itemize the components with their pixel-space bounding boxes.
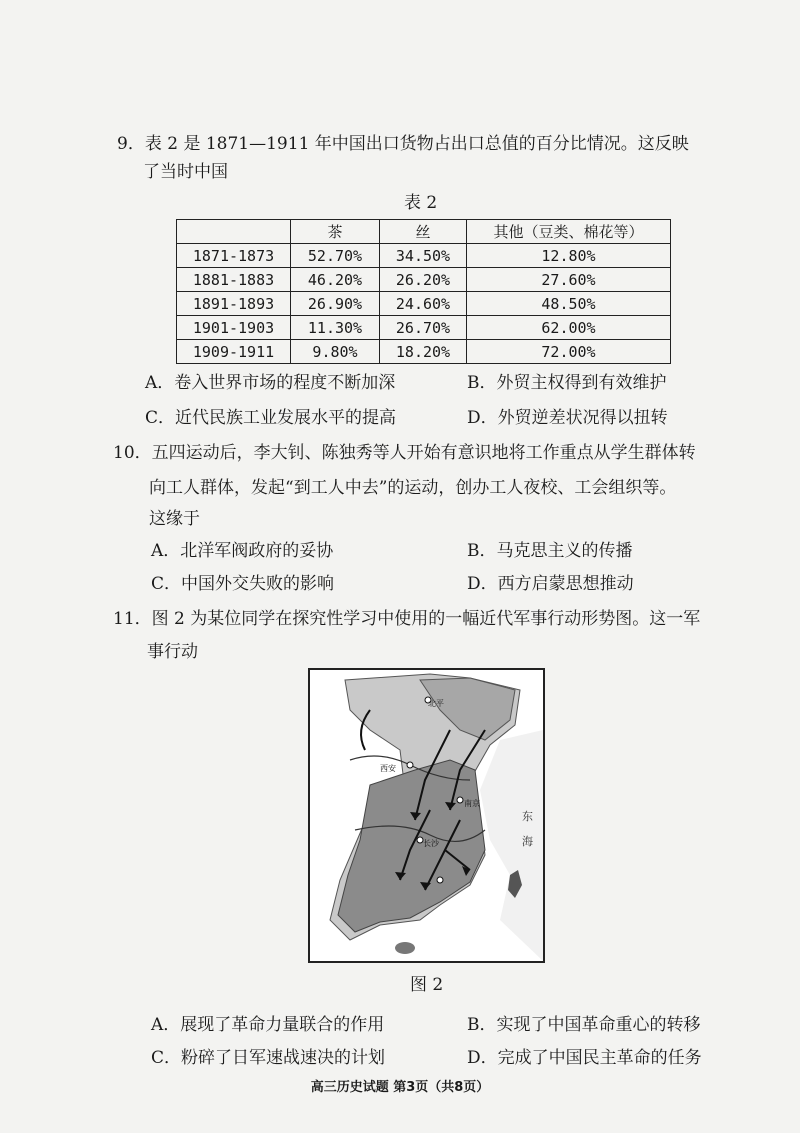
table-cell: 72.00% <box>467 340 671 364</box>
q10-number: 10． <box>113 443 152 463</box>
table-header-cell: 其他（豆类、棉花等） <box>467 220 671 244</box>
map-label: 长沙 <box>423 839 439 848</box>
q11-option-c[interactable]: C．粉碎了日军速战速决的计划 <box>151 1048 386 1068</box>
q9-option-a[interactable]: A．卷入世界市场的程度不断加深 <box>145 373 396 393</box>
export-table <box>176 219 671 364</box>
q11-stem-line1: 11．图 2 为某位同学在探究性学习中使用的一幅近代军事行动形势图。这一军 <box>113 609 701 629</box>
map-label: 海 <box>522 835 533 848</box>
table-cell: 1901-1903 <box>177 316 291 340</box>
table-cell: 27.60% <box>467 268 671 292</box>
q10-stem-line1: 10．五四运动后，李大钊、陈独秀等人开始有意识地将工作重点从学生群体转 <box>113 443 696 463</box>
table-cell: 12.80% <box>467 244 671 268</box>
q10-stem-line2: 向工人群体，发起“到工人中去”的运动，创办工人夜校、工会组织等。 <box>149 478 677 498</box>
table-cell: 26.20% <box>380 268 467 292</box>
q10-option-c[interactable]: C．中国外交失败的影响 <box>151 574 335 594</box>
table-cell: 26.90% <box>291 292 380 316</box>
table-cell: 52.70% <box>291 244 380 268</box>
table-cell: 1881-1883 <box>177 268 291 292</box>
q10-option-d[interactable]: D．西方启蒙思想推动 <box>467 574 634 594</box>
table-header-row <box>177 220 671 244</box>
map-label: 南京 <box>464 799 480 808</box>
table-row <box>177 244 671 268</box>
table-cell: 1891-1893 <box>177 292 291 316</box>
q11-stem-line2: 事行动 <box>147 642 198 662</box>
figure-caption: 图 2 <box>410 975 444 995</box>
table-cell: 9.80% <box>291 340 380 364</box>
table-row <box>177 340 671 364</box>
table-header-cell: 茶 <box>291 220 380 244</box>
table-header-cell: 丝 <box>380 220 467 244</box>
q9-stem-line2: 了当时中国 <box>143 162 228 182</box>
table-cell: 1871-1873 <box>177 244 291 268</box>
table-cell: 46.20% <box>291 268 380 292</box>
q9-option-b[interactable]: B．外贸主权得到有效维护 <box>467 373 667 393</box>
table-cell: 18.20% <box>380 340 467 364</box>
table-cell: 11.30% <box>291 316 380 340</box>
q9-option-d[interactable]: D．外贸逆差状况得以扭转 <box>467 408 668 428</box>
q9-stem-line1: 9．表 2 是 1871—1911 年中国出口货物占出口总值的百分比情况。这反映 <box>117 134 689 154</box>
map-label: 西安 <box>380 764 396 773</box>
table-row <box>177 316 671 340</box>
table-header-cell <box>177 220 291 244</box>
q9-option-c[interactable]: C．近代民族工业发展水平的提高 <box>145 408 397 428</box>
table-cell: 62.00% <box>467 316 671 340</box>
page-footer: 高三历史试题 第3页（共8页） <box>310 1080 490 1095</box>
table-cell: 24.60% <box>380 292 467 316</box>
table-row <box>177 292 671 316</box>
table-cell: 26.70% <box>380 316 467 340</box>
table-cell: 34.50% <box>380 244 467 268</box>
map-graphic <box>310 670 543 961</box>
q11-option-b[interactable]: B．实现了中国革命重心的转移 <box>467 1015 701 1035</box>
q10-option-a[interactable]: A．北洋军阀政府的妥协 <box>151 541 334 561</box>
map-label: 北平 <box>428 699 444 708</box>
map-label: 东 <box>522 810 533 823</box>
q11-option-a[interactable]: A．展现了革命力量联合的作用 <box>151 1015 385 1035</box>
q11-option-d[interactable]: D．完成了中国民主革命的任务 <box>467 1048 702 1068</box>
q10-option-b[interactable]: B．马克思主义的传播 <box>467 541 633 561</box>
table-cell: 48.50% <box>467 292 671 316</box>
military-map <box>308 668 545 963</box>
table-caption: 表 2 <box>404 193 438 213</box>
q11-number: 11． <box>113 609 152 629</box>
q10-stem-line3: 这缘于 <box>149 509 200 529</box>
table-row <box>177 268 671 292</box>
q9-number: 9． <box>117 134 145 154</box>
table-cell: 1909-1911 <box>177 340 291 364</box>
